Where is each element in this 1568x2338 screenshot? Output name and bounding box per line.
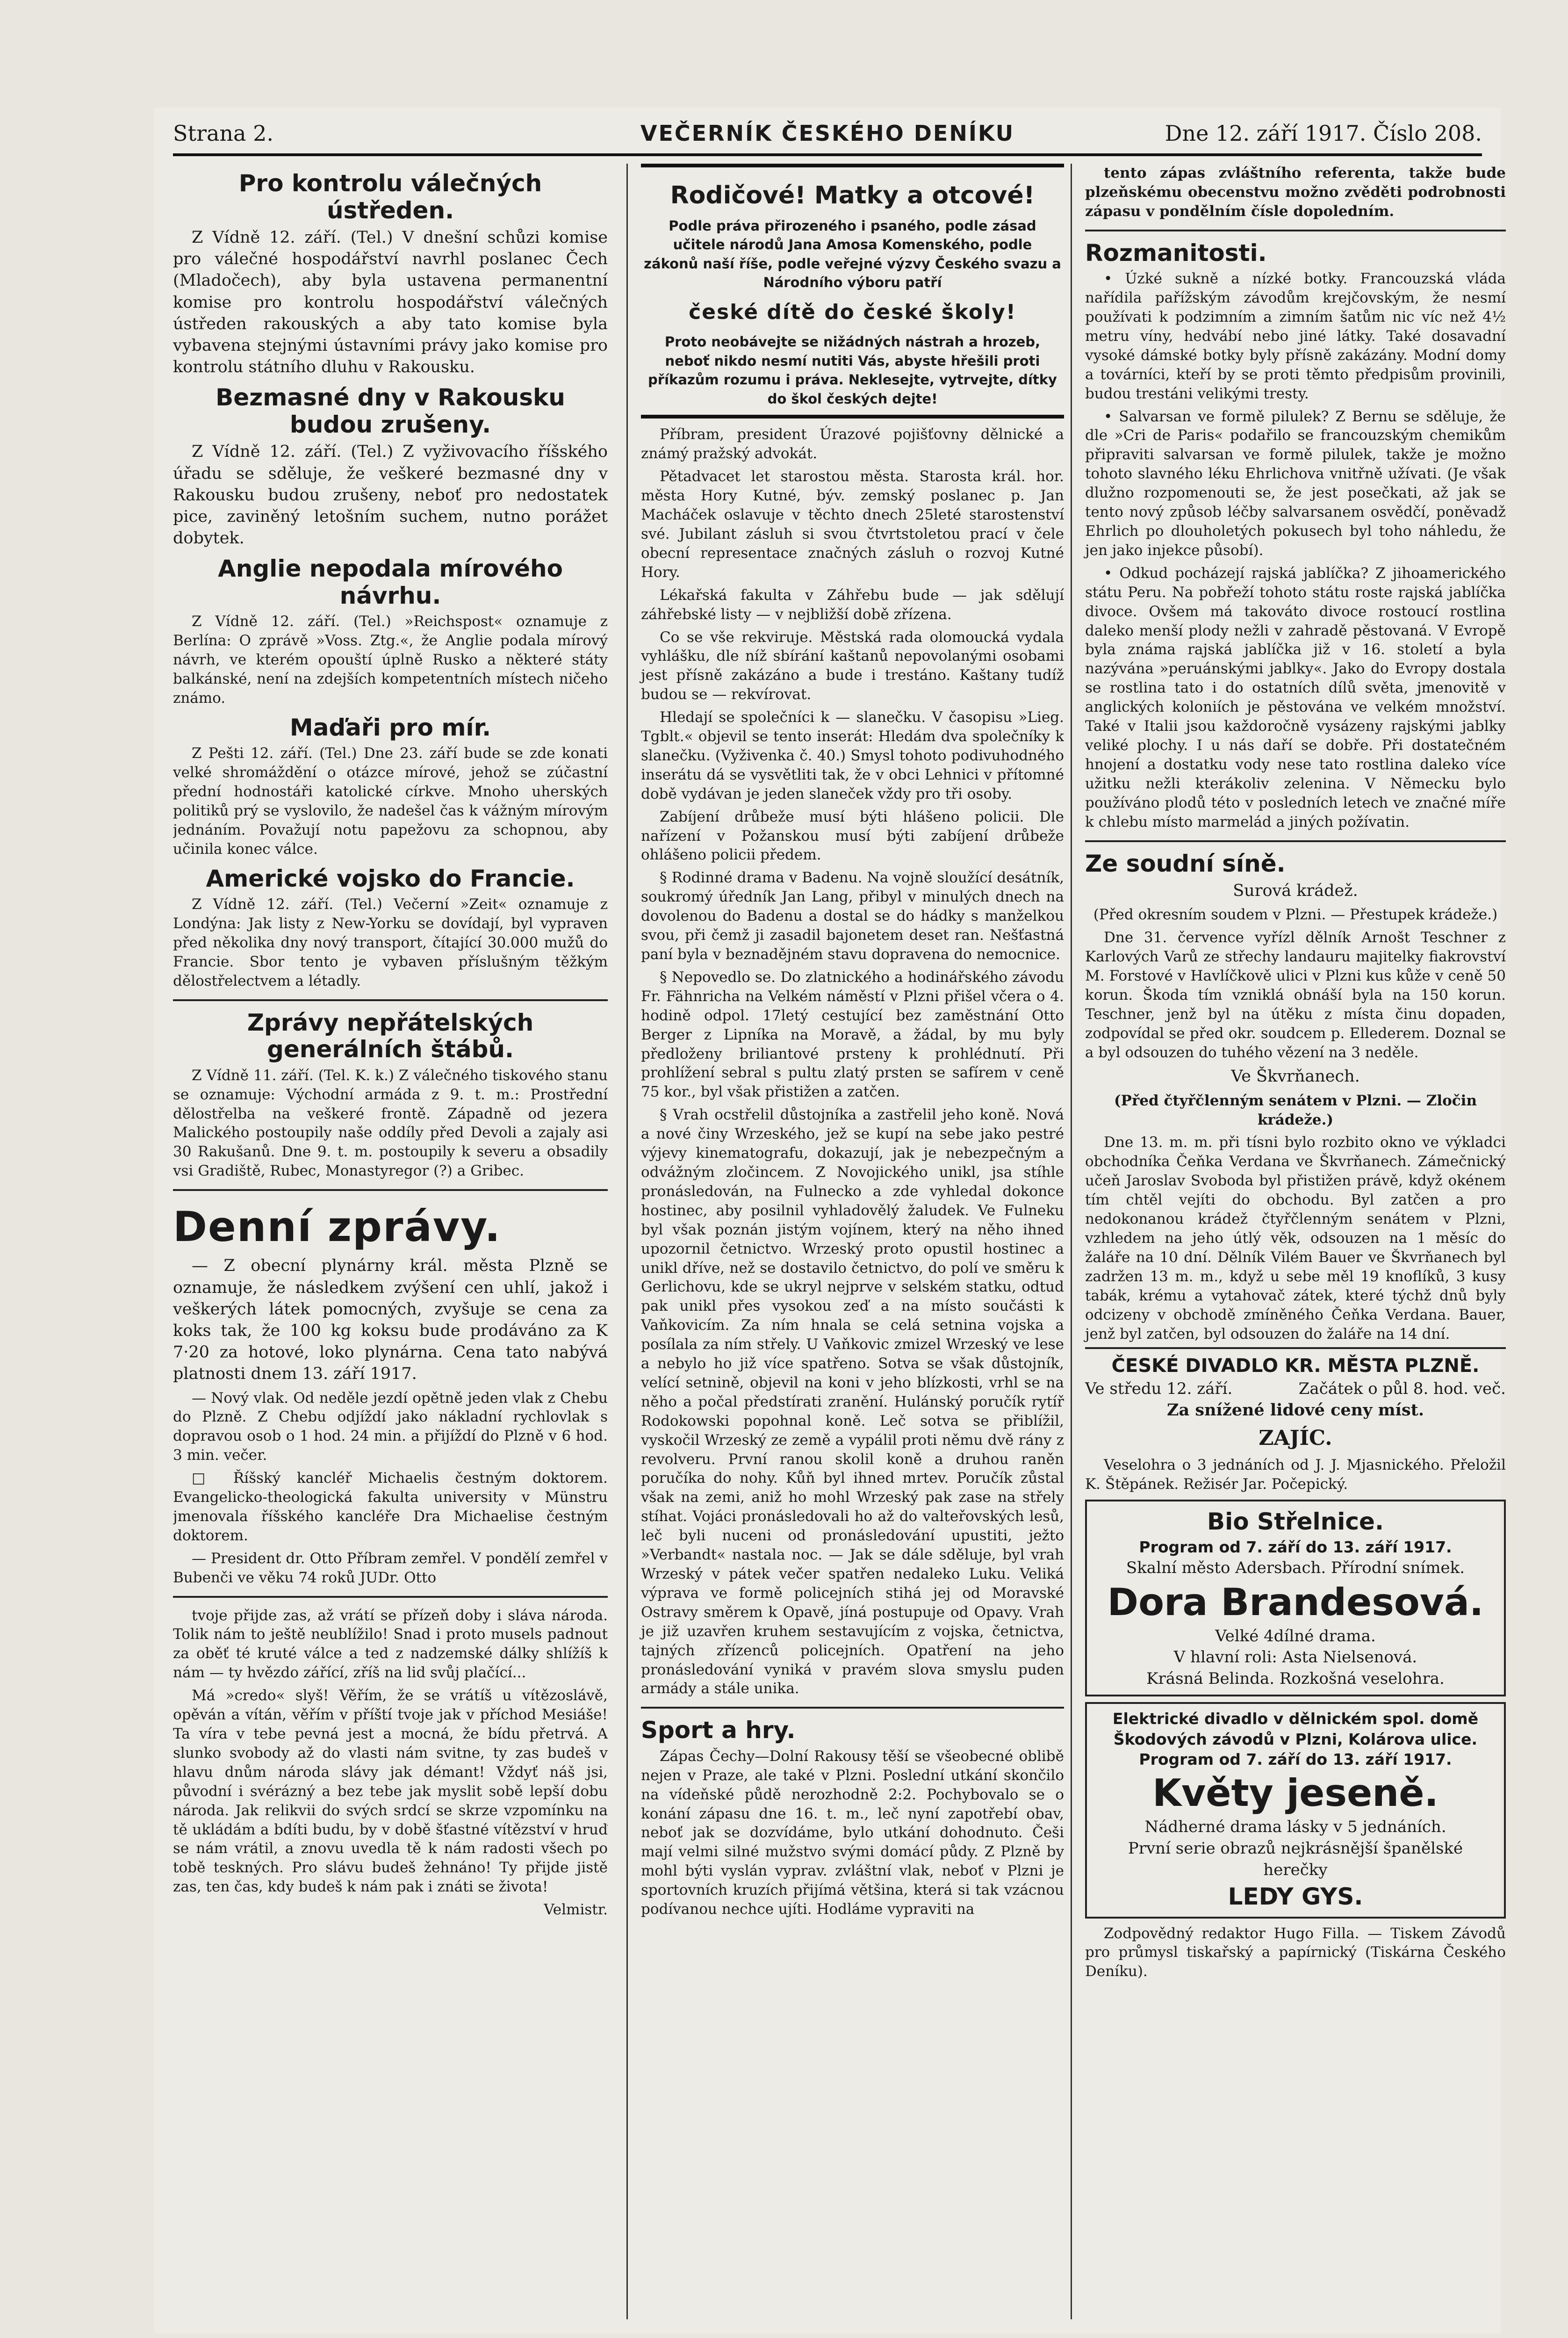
theatre-play: ZAJÍC. <box>1259 1426 1332 1450</box>
court-note: (Před okresním soudem v Plzni. — Přestupek krádeže.) <box>1093 906 1498 924</box>
article-text: tvoje přijde zas, až vrátí se přízeň doby i sláva národa. Tolik nám to ještě neublížilo! Snad i proto musels padnout za oběť té kruté válce a ted z nadzemské dálky shlížíš k nám — ty hvězdo zářící, zříš na lid svůj plačící... <box>173 1607 608 1681</box>
appeal-text: Podle práva přirozeného i psaného, podle zásad učitele národů Jana Amosa Komenského, podle zákonů naší říše, podle veřejné výzvy Českého svazu a Národního výboru patří <box>644 217 1061 291</box>
masthead: VEČERNÍK ČESKÉHO DENÍKU <box>640 121 1015 146</box>
article-text: Dne 13. m. m. při tísni bylo rozbito okno ve výkladci obchodníka Čeňka Verdana ve Škvrňanech. Zámečnický učeň Jaroslav Svoboda byl přistižen právě, když okénem tím chtěl vejíti do obchodu. Byl zatčen a pro nedokonanou krádež čtyřčlenným senátem v Plzni, vzhledem na jeho útlý věk, odsouzen na 1 měsíc do žaláře na 10 dní. Dělník Vilém Bauer ve Škvrňanech byl zadržen 13 m. m., když u sebe měl 19 knoflíků, 3 kusy tabák, krému a vytahovač zátek, které týchž dnů byly odcizeny v obchodě zmíněného Čeňka Verdana. Bauer, jenž byl zatčen, byl odsouzen do žaláře na 14 dní. <box>1085 1134 1506 1342</box>
ad-desc: První serie obrazů nejkrásnější španělské herečky <box>1128 1839 1463 1879</box>
article-text: Zabíjení drůbeže musí býti hlášeno policii. Dle nařízení v Požanskou musí býti zabíjení drůbeže ohlášeno policii předem. <box>641 808 1064 864</box>
article-text: Lékařská fakulta v Záhřebu bude — jak sdělují záhřebské listy — v nejbližší době zřízena. <box>641 586 1064 623</box>
article-text: tento zápas zvláštního referenta, takže bude plzeňskému obecenstvu možno zvěděti podrobnosti zápasu v pondělním čísle dopoledním. <box>1085 165 1506 220</box>
article-text: • Salvarsan ve formě pilulek? Z Bernu se sděluje, že dle »Cri de Paris« podařilo se francouzským chemikům připraviti salvarsan ve formě pilulek, takže je možno tohoto slavného léku Ehrlichova vnitřně užívati. (Je však dlužno rozpomenouti se, že jest posečkati, až jak se tento nový způsob léčby salvarsanem osvědčí, poněvadž Ehrlich po dlouholetých pokusech byl toho náhledu, že jen jako injekce působí). <box>1085 408 1506 559</box>
ad-desc: Nádherné drama lásky v 5 jednáních. <box>1144 1817 1446 1836</box>
subsection-title: Surová krádež. <box>1233 881 1358 900</box>
article-text: Zápas Čechy—Dolní Rakousy těší se všeobecné oblibě nejen v Praze, ale také v Plzni. Poslední utkání skončilo na vídeňské půdě nerozhodně 2:2. Pochybovalo se o konání zápasu dne 16. t. m., leč nyní zapotřebí obav, neboť jak se dozvídáme, bylo utkání dohodnuto. Češi mají velmi silné mužstvo svými domácí půdy. Z Plzně by mohl býti vyslán vyprav. zvláštní vlak, neboť v Plzni je sportovních kruzích přijímá většina, která si tak vzácnou podívanou nechce ujíti. Hodláme vypraviti na <box>641 1747 1064 1918</box>
article-text: Z Vídně 12. září. (Tel.) »Reichspost« oznamuje z Berlína: O zprávě »Voss. Ztg.«, že Anglie podala mírový návrh, ve kterém opouští úplně Rusko a některé státy balkánské, není na zdejších kompetentních místech ničeho známo. <box>173 613 608 707</box>
signature: Velmistr. <box>544 1901 608 1919</box>
section-title: Rozmanitosti. <box>1085 239 1267 267</box>
ad-star: LEDY GYS. <box>1228 1883 1363 1910</box>
appeal-text: Proto neobávejte se nižádných nástrah a hrozeb, neboť nikdo nesmí nutiti Vás, abyste hřešili proti příkazům rozumu i práva. Neklesejte, vytrvejte, dítky do škol českých dejte! <box>648 334 1057 407</box>
separator <box>173 1596 608 1598</box>
article-text: Z Vídně 12. září. (Tel.) Z vyživovacího říšského úřadu se sděluje, že veškeré bezmasné dny v Rakousku budou zrušeny, neboť pro nedostatek pice, zaviněný letošním suchem, nutno porážet dobytek. <box>173 442 608 548</box>
theatre-desc: Veselohra o 3 jednáních od J. J. Mjasnického. Přeložil K. Štěpánek. Režisér Jar. Počepický. <box>1085 1457 1506 1493</box>
article-text: — President dr. Otto Příbram zemřel. V pondělí zemřel v Bubenči ve věku 74 roků JUDr. Otto <box>173 1550 608 1586</box>
header-rule <box>173 153 1482 156</box>
column-3 <box>1071 164 1506 2319</box>
article-title: Americké vojsko do Francie. <box>206 865 575 892</box>
article-text: Z Vídně 12. září. (Tel.) V dnešní schůzi komise pro válečné hospodářství navrhl poslanec Čech (Mladočech), aby byla ustavena permanentní komise pro kontrolu hospodářství válečných ústředen rakouských a aby tato komise byla vybavena stejnými ústavními právy jako komise pro kontrolu státního dluhu v Rakousku. <box>173 228 608 377</box>
theatre-time: Začátek o půl 8. hod. več. <box>1298 1379 1506 1399</box>
article-text: □ Říšský kancléř Michaelis čestným doktorem. Evangelicko-theologická fakulta university v Münstru jmenovala říšského kancléře Dra Michaelise čestným doktorem. <box>173 1470 608 1544</box>
separator <box>173 1189 608 1191</box>
court-note: (Před čtyřčlenným senátem v Plzni. — Zločin krádeže.) <box>1114 1092 1477 1128</box>
separator <box>1085 840 1506 842</box>
ad-film: Květy jeseně. <box>1152 1771 1439 1815</box>
page-number: Strana 2. <box>173 121 273 146</box>
section-title: Ze soudní síně. <box>1085 850 1286 877</box>
subsection-title: Ve Škvrňanech. <box>1231 1067 1360 1086</box>
article-text: Z Vídně 12. září. (Tel.) Večerní »Zeit« oznamuje z Londýna: Jak listy z New-Yorku se dovídají, byl vypraven před několika dny nový transport, čítající 30.000 mužů do Francie. Sbor tento je vybaven příslušným těžkým dělostřelectvem a létadly. <box>173 896 608 989</box>
page-header <box>173 116 1482 153</box>
section-title: Denní zprávy. <box>173 1203 501 1251</box>
ad-program: Program od 7. září do 13. září 1917. <box>1139 1750 1452 1769</box>
article-text: Z Pešti 12. září. (Tel.) Dne 23. září bude se zde konati velké shromáždění o otázce mírové, jehož se zúčastní přední hodnostáři katolické církve. Mnoho uherských politiků prý se vyslovilo, že nadešel čas k vážným mírovým jednáním. Považují notu papežovu za schopnou, aby učinila konec válce. <box>173 745 608 858</box>
article-title: Zprávy nepřátelských generálních štábů. <box>247 1009 534 1063</box>
article-text: • Úzké sukně a nízké botky. Francouzská vláda nařídila pařížským závodům krejčovským, že nesmí používati k podzimním a zimním šatům nic víc než 4½ metru víny, hedvábí nebo jiné látky. Také dosavadní vysoké dámské botky byly přísně zakázány. Modní domy a továrníci, kteří by se proti těmto předpisům provinili, budou trestáni velikými tresty. <box>1085 270 1506 402</box>
theatre-day: Ve středu 12. září. <box>1085 1379 1233 1399</box>
article-text: Příbram, president Úrazové pojišťovny dělnické a známý pražský advokát. <box>641 426 1064 462</box>
ad-film: Dora Brandesová. <box>1107 1580 1484 1624</box>
column-1 <box>173 164 608 2319</box>
theatre-schedule <box>1085 1378 1506 1400</box>
theatre-title: ČESKÉ DIVADLO KR. MĚSTA PLZNĚ. <box>1085 1347 1506 1378</box>
ad-title: Bio Střelnice. <box>1207 1508 1384 1536</box>
article-title: Pro kontrolu válečných ústředen. <box>238 170 542 224</box>
article-text: § Vrah ocstřelil důstojníka a zastřelil jeho koně. Nová a nové činy Wrzeského, jež se kupí na sebe jako pestré výjevy kinematografu, dokazují, jak je nebezpečným a odvážným zločincem. Z Novojického unikl, jsa stíhle pronásledován, na Fulnecko a zde vyhledal dokonce hostinec, aby posilnil vyhladovělý žaludek. Ve Fulneku byl však poznán jistým vojínem, který na něho ihned upozornil četnictvo. Wrzeský proto opustil hostinec a unikl dříve, než se dostavilo četnictvo, do polí ve směru k Gerlichovu, kde se ukryl nejprve v selském statku, odtud pak unikl přes vysokou zeď a na místo součásti k Vaňkovicím. Za ním hnala se celá setnina vojska a posílala za ním střely. U Vaňkovic zmizel Wrzeský ve lese a nebylo ho již více spatřeno. Sotva se však důstojník, velící setnině, objevil na koni v jeho blízkosti, vrhl se na něho a počal předstírati zranění. Hulánský poručík rytíř Rodokowski popohnal koně. Leč sotva se přiblížil, vyskočil Wrzeský ze země a vypálil proti němu dvě rány z revolveru. První ranou skolil koně a druhou raněn poručíka do nohy. Kůň byl ihned mrtev. Poručík zůstal však na zemi, aniž ho mohl Wrzeský pak zase na střely stíhat. Vojáci pronásledovali ho až do valteřovských lesů, leč byli nuceni od pronásledování upustiti, ježto »Verbandt« nastala noc. — Jak se dále sděluje, byl vrah Wrzeský v pátek večer spatřen nedaleko Luku. Veliká výprava ve formě policejních stihá jej od Moravské Ostravy směrem k Opavě, jíná postupuje od Opavy. Vrah je již uzavřen kruhem sestavujícím z vojska, četnictva, tajných zřízenců policejních. Opatření na jeho pronásledování vyniká v pravém slova smyslu puden armády a stále unika. <box>641 1106 1064 1697</box>
ad-title: Elektrické divadlo v dělnickém spol. domě Škodových závodů v Plzni, Kolárova ulice. <box>1112 1710 1479 1748</box>
issue-date: Dne 12. září 1917. Číslo 208. <box>1165 121 1482 146</box>
appeal-slogan: české dítě do české školy! <box>689 300 1016 324</box>
article-title: Bezmasné dny v Rakousku budou zrušeny. <box>216 384 565 438</box>
newspaper-page <box>154 108 1506 2333</box>
separator <box>1085 230 1506 231</box>
bio-strelnice-ad <box>1085 1500 1506 1696</box>
article-text: § Rodinné drama v Badenu. Na vojně sloužící desátník, soukromý úředník Jan Lang, přibyl v minulých dnech na dovolenou do Badenu a dostal se do hádky s manželkou svou, při čemž ji zasadil bajonetem deset ran. Nešťastná paní byla v beznadějném stavu dopravena do nemocnice. <box>641 869 1064 963</box>
column-2 <box>626 164 1064 2319</box>
section-title: Sport a hry. <box>641 1717 796 1744</box>
article-title: Maďaři pro mír. <box>289 714 491 741</box>
separator <box>173 999 608 1001</box>
ad-program: Program od 7. září do 13. září 1917. <box>1139 1538 1452 1557</box>
appeal-box <box>641 164 1064 419</box>
appeal-title: Rodičové! Matky a otcové! <box>670 181 1035 209</box>
separator <box>641 1707 1064 1709</box>
article-title: Anglie nepodala mírového návrhu. <box>218 555 563 609</box>
article-text: Co se vše rekviruje. Městská rada olomoucká vydala vyhlášku, dle níž sbírání kaštanů nepovolanými osobami jest přísně zakázáno a bude i trestáno. Kaštany tudíž budou se — rekvírovat. <box>641 628 1064 703</box>
imprint: Zodpovědný redaktor Hugo Filla. — Tiskem Závodů pro průmysl tiskařský a papírnický (Tiskárna Českého Deníku). <box>1085 1925 1506 1980</box>
electric-theatre-ad <box>1085 1702 1506 1918</box>
ad-lead: V hlavní roli: Asta Nielsenová. <box>1173 1648 1417 1667</box>
article-text: Pětadvacet let starostou města. Starosta král. hor. města Hory Kutné, býv. zemský poslanec p. Jan Macháček oslavuje v těchto dnech 25leté starostenství své. Jubilant zásluh si svou čtvrtstoletou prací v čele obecní representace značných zásluh o rozvoj Kutné Hory. <box>641 468 1064 581</box>
article-text: Hledají se společníci k — slanečku. V časopisu »Lieg. Tgblt.« objevil se tento inserát: Hledám dva společníky k slanečku. (Vyživenka č. 40.) Smysl tohoto podivuhodného inserátu dá se vysvětliti tak, že v obci Lehnici v přítomné době vydávan je jeden slaneček vždy pro tři osoby. <box>641 709 1064 802</box>
article-text: • Odkud pocházejí rajská jablíčka? Z jihoamerického státu Peru. Na pobřeží tohoto státu roste rajská jablíčka divoce. Ovšem má takováto divoce rostoucí rostlina daleko menší plody nežli v zahradě pěstovaná. V Evropě byla známa rajská jablíčka již v 16. století a byla nazývána »peruánskými jablky«. Jako do Evropy dostala se rostlina tato i do ostatních dílů světa, jmenovitě v anglických koloniích je pěstována ve velkém množství. Také v Italii jsou každoročně vysázeny rajskými jablky veliké plochy. I u nás daří se dobře. Při dostatečném hnojení a dostatku vody nese tato rostlina daleko více užitku nežli kterákoliv zelenina. V Německu bylo používáno plodů této v posledních letech ve značné míře k chlebu místo marmelád a jiných požívatin. <box>1085 564 1506 830</box>
ad-comedy: Krásná Belinda. Rozkošná veselohra. <box>1146 1669 1445 1689</box>
article-text: Dne 31. července vyřízl dělník Arnošt Teschner z Karlových Varů ze střechy landauru majitelky fiakrovství M. Forstové v Havlíčkově ulici v Plzni kus kůže v ceně 50 korun. Škoda tím vzniklá obnáší byla na 150 korun. Teschner, jenž byl na útěku z místa činu dopaden, zodpovídal se před okr. soudcem p. Ellederem. Doznal se a byl odsouzen do tuhého vězení na 3 neděle. <box>1085 929 1506 1061</box>
ad-item: Skalní město Adersbach. Přírodní snímek. <box>1126 1558 1465 1577</box>
article-text: — Nový vlak. Od neděle jezdí opětně jeden vlak z Chebu do Plzně. Z Chebu odjíždí jako nákladní rychlovlak s dopravou osob o 1 hod. 24 min. a přijíždí do Plzně v 6 hod. 3 min. večer. <box>173 1389 608 1464</box>
theatre-price: Za snížené lidové ceny míst. <box>1166 1400 1424 1420</box>
ad-desc: Velké 4dílné drama. <box>1215 1626 1376 1645</box>
article-text: Má »credo« slyš! Věřím, že se vrátíš u vítězoslávě, opěván a vítán, věřím v příští tvoje jak v příchod Mesiáše! Ta víra v tebe pevná jest a mocná, že bídu přetrvá. A slunko svobody až do vlasti nám svitne, ty zas budeš v hlavu dnům národa slávy jak démant! Vždyť náš jsi, původní i svérázný a bez tebe jak myslit sobě lepší dobu národa. Jak relikvii do svých srdcí se skrze vzpomínku na tě ukládám a bdíti budu, by v době šťastné vítězství v hruď se nám vrátil, a znovu uvedla tě k nám radosti všech po tobě teskných. Pro slávu budeš žehnáno! Ty přijde jistě zas, ten čas, kdy budeš k nám pak i znáti se života! <box>173 1687 608 1896</box>
article-text: § Nepovedlo se. Do zlatnického a hodinářského závodu Fr. Fähnricha na Velkém náměstí v Plzni přišel včera o 4. hodině odpol. 17letý cestující bez zaměstnání Otto Berger z Lipníka na Moravě, a žádal, by mu byly předloženy briliantové prsteny k prohlédnutí. Při prohlížení sebral s pultu zlatý prsten se safírem v ceně 75 kor., byl však přistižen a zatčen. <box>641 968 1064 1101</box>
article-text: Z Vídně 11. září. (Tel. K. k.) Z válečného tiskového stanu se oznamuje: Východní armáda z 9. t. m.: Prostřední dělostřelba na veškeré frontě. Západně od jezera Malického postoupily naše oddíly před Devoli a zajaly asi 30 Rakušanů. Dne 9. t. m. postoupily k severu a obsadily vsi Gradiště, Rubec, Monastyregor (?) a Gribec. <box>173 1067 608 1180</box>
article-text: — Z obecní plynárny král. města Plzně se oznamuje, že následkem zvýšení cen uhlí, jakož i veškerých látek pomocných, zvyšuje se cena za koks tak, že 100 kg koksu bude prodáváno za K 7·20 za hotové, loko plynárna. Cena tato nabývá platnosti dnem 13. září 1917. <box>173 1256 608 1384</box>
